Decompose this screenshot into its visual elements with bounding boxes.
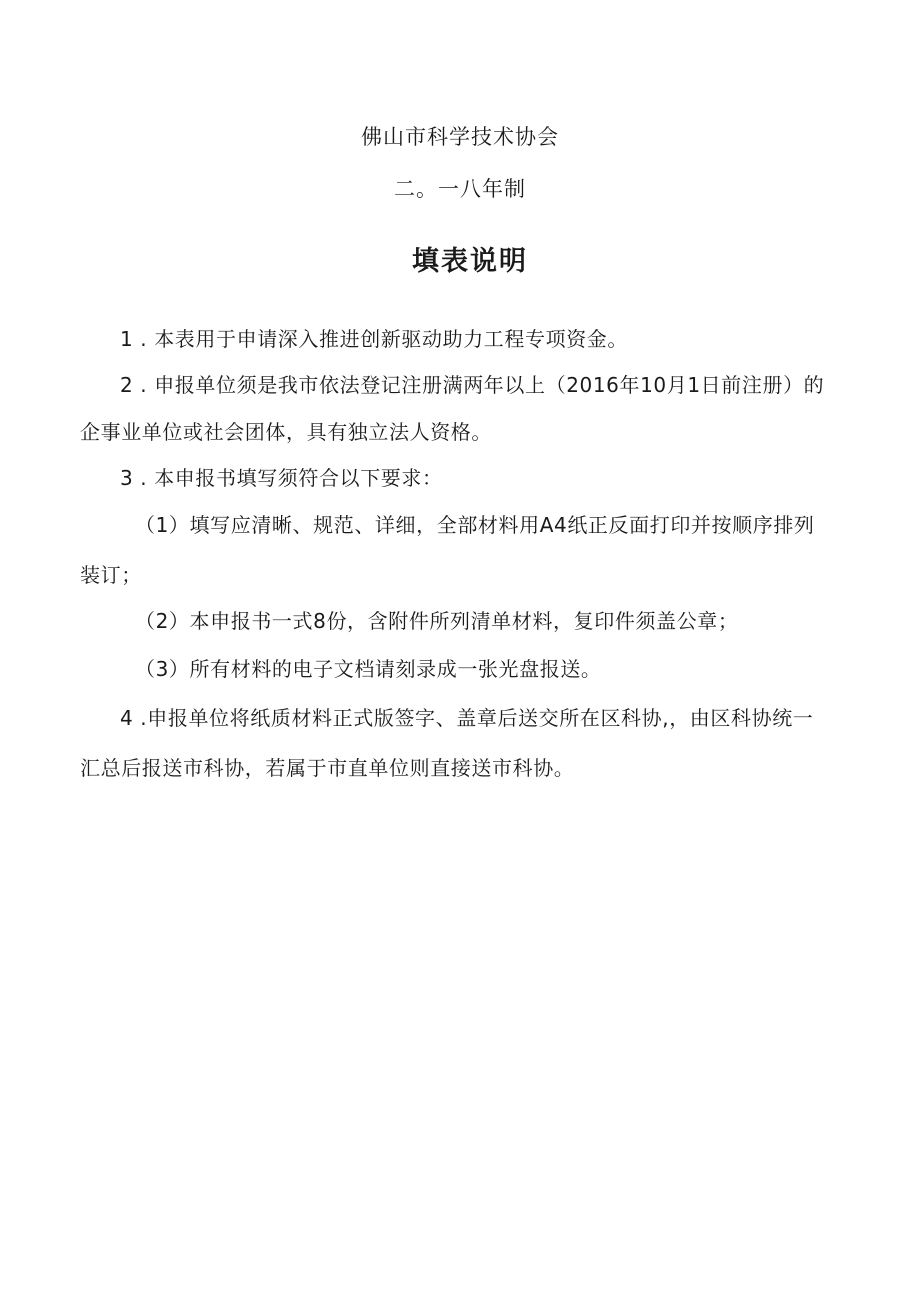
instruction-subitem-1-cont: 装订； — [80, 563, 142, 587]
instruction-item-2-cont: 企事业单位或社会团体，具有独立法人资格。 — [80, 420, 492, 444]
instruction-item-2: 2 . 申报单位须是我市依法登记注册满两年以上（2016年10月1日前注册）的 — [120, 373, 825, 397]
instructions-title: 填表说明 — [412, 246, 528, 277]
organization-name: 佛山市科学技术协会 — [361, 125, 559, 149]
instruction-item-4-cont: 汇总后报送市科协，若属于市直单位则直接送市科协。 — [80, 756, 575, 780]
instruction-item-4: 4 .申报单位将纸质材料正式版签字、盖章后送交所在区科协,，由区科协统一 — [120, 706, 814, 730]
instruction-subitem-3: （3）所有材料的电子文档请刻录成一张光盘报送。 — [135, 657, 602, 681]
instruction-item-3: 3 . 本申报书填写须符合以下要求： — [120, 466, 443, 490]
instruction-subitem-2: （2）本申报书一式8份，含附件所列清单材料，复印件须盖公章； — [135, 609, 739, 633]
instruction-subitem-1: （1）填写应清晰、规范、详细，全部材料用A4纸正反面打印并按顺序排列 — [135, 513, 815, 537]
instruction-item-1: 1 . 本表用于申请深入推进创新驱动助力工程专项资金。 — [120, 327, 628, 351]
production-year: 二。一八年制 — [394, 177, 526, 201]
